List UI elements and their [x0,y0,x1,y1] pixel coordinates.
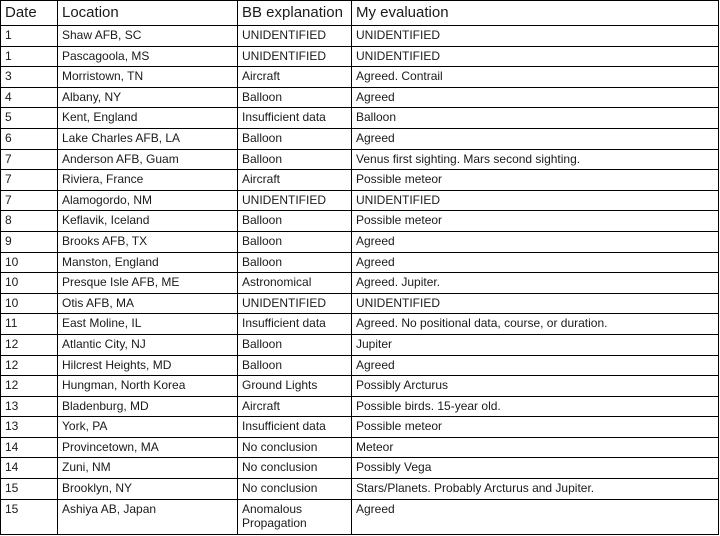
cell-location: Atlantic City, NJ [58,334,238,355]
cell-date: 9 [1,231,58,252]
table-row [1,458,719,479]
cell-location: York, PA [58,417,238,438]
table-row [1,149,719,170]
cell-evaluation: Agreed [352,355,719,376]
cell-bb-explanation: Insufficient data [238,314,352,335]
cell-location: Provincetown, MA [58,437,238,458]
cell-date: 13 [1,396,58,417]
table-row [1,293,719,314]
cell-evaluation: UNIDENTIFIED [352,190,719,211]
cell-location: Bladenburg, MD [58,396,238,417]
cell-location: Albany, NY [58,87,238,108]
table-row [1,252,719,273]
cell-evaluation: Balloon [352,108,719,129]
cell-evaluation: Agreed [352,128,719,149]
cell-bb-explanation: UNIDENTIFIED [238,190,352,211]
cell-bb-explanation: Balloon [238,355,352,376]
table-row [1,108,719,129]
cell-location: Anderson AFB, Guam [58,149,238,170]
table-row [1,26,719,47]
cell-date: 1 [1,46,58,67]
cell-date: 14 [1,458,58,479]
cell-evaluation: Agreed. No positional data, course, or duration. [352,314,719,335]
cell-evaluation: UNIDENTIFIED [352,46,719,67]
table-row [1,67,719,88]
table-row [1,355,719,376]
cell-bb-explanation: Astronomical [238,273,352,294]
cell-evaluation: Jupiter [352,334,719,355]
cell-evaluation: UNIDENTIFIED [352,293,719,314]
cell-date: 12 [1,334,58,355]
cell-evaluation: Meteor [352,437,719,458]
cell-bb-explanation: UNIDENTIFIED [238,26,352,47]
table-row [1,376,719,397]
cell-bb-explanation: No conclusion [238,437,352,458]
table-row [1,314,719,335]
cell-location: Otis AFB, MA [58,293,238,314]
table-row [1,437,719,458]
cell-location: Shaw AFB, SC [58,26,238,47]
table-row [1,87,719,108]
cell-location: Pascagoola, MS [58,46,238,67]
cell-evaluation: Agreed [352,252,719,273]
cell-bb-explanation: Balloon [238,87,352,108]
cell-date: 15 [1,499,58,534]
cell-evaluation: Possibly Arcturus [352,376,719,397]
cell-date: 12 [1,355,58,376]
cell-evaluation: Venus first sighting. Mars second sighting. [352,149,719,170]
cell-date: 12 [1,376,58,397]
cell-evaluation: Possible meteor [352,211,719,232]
table-row [1,190,719,211]
cell-evaluation: Agreed. Jupiter. [352,273,719,294]
cell-evaluation: UNIDENTIFIED [352,26,719,47]
cell-evaluation: Agreed [352,87,719,108]
cell-location: Presque Isle AFB, ME [58,273,238,294]
cell-bb-explanation: Balloon [238,149,352,170]
table-body [1,26,719,535]
cell-location: Manston, England [58,252,238,273]
cell-evaluation: Possible meteor [352,417,719,438]
table-row [1,231,719,252]
table-row [1,46,719,67]
cell-date: 4 [1,87,58,108]
cell-bb-explanation: UNIDENTIFIED [238,293,352,314]
cell-bb-explanation: Balloon [238,211,352,232]
cell-bb-explanation: Balloon [238,334,352,355]
header-my-evaluation: My evaluation [352,1,719,26]
cell-location: Brooklyn, NY [58,479,238,500]
cell-date: 7 [1,190,58,211]
cell-date: 10 [1,252,58,273]
header-bb-explanation: BB explanation [238,1,352,26]
cell-bb-explanation: Insufficient data [238,108,352,129]
cell-evaluation: Stars/Planets. Probably Arcturus and Jupiter. [352,479,719,500]
cell-evaluation: Agreed. Contrail [352,67,719,88]
cell-location: Lake Charles AFB, LA [58,128,238,149]
cell-date: 14 [1,437,58,458]
cell-evaluation: Agreed [352,231,719,252]
cell-date: 10 [1,273,58,294]
cell-location: Morristown, TN [58,67,238,88]
table-row [1,479,719,500]
cell-bb-explanation: Insufficient data [238,417,352,438]
cell-bb-explanation: No conclusion [238,458,352,479]
header-date: Date [1,1,58,26]
cell-bb-explanation: Aircraft [238,396,352,417]
cell-evaluation: Agreed [352,499,719,534]
table-row [1,128,719,149]
cell-location: Ashiya AB, Japan [58,499,238,534]
cell-location: Riviera, France [58,170,238,191]
cell-bb-explanation: Ground Lights [238,376,352,397]
cell-date: 11 [1,314,58,335]
cell-location: Keflavik, Iceland [58,211,238,232]
cell-date: 15 [1,479,58,500]
cell-location: Brooks AFB, TX [58,231,238,252]
cell-date: 7 [1,170,58,191]
cell-bb-explanation: Balloon [238,231,352,252]
cell-date: 10 [1,293,58,314]
cell-bb-explanation: Balloon [238,252,352,273]
table-row [1,499,719,534]
table-row [1,417,719,438]
cell-location: East Moline, IL [58,314,238,335]
cell-bb-explanation: Anomalous Propagation [238,499,352,534]
table-row [1,273,719,294]
cell-evaluation: Possibly Vega [352,458,719,479]
table-row [1,211,719,232]
header-row [1,1,719,26]
cell-location: Hilcrest Heights, MD [58,355,238,376]
table-row [1,396,719,417]
cell-location: Kent, England [58,108,238,129]
cell-date: 3 [1,67,58,88]
cell-date: 13 [1,417,58,438]
cell-evaluation: Possible meteor [352,170,719,191]
cell-location: Hungman, North Korea [58,376,238,397]
table-row [1,170,719,191]
cell-date: 8 [1,211,58,232]
cell-location: Alamogordo, NM [58,190,238,211]
cell-bb-explanation: Aircraft [238,170,352,191]
cell-bb-explanation: Aircraft [238,67,352,88]
cell-evaluation: Possible birds. 15-year old. [352,396,719,417]
cell-date: 7 [1,149,58,170]
cell-bb-explanation: No conclusion [238,479,352,500]
cell-location: Zuni, NM [58,458,238,479]
cell-date: 5 [1,108,58,129]
table-row [1,334,719,355]
cell-date: 1 [1,26,58,47]
cell-bb-explanation: UNIDENTIFIED [238,46,352,67]
cell-date: 6 [1,128,58,149]
header-location: Location [58,1,238,26]
cell-bb-explanation: Balloon [238,128,352,149]
